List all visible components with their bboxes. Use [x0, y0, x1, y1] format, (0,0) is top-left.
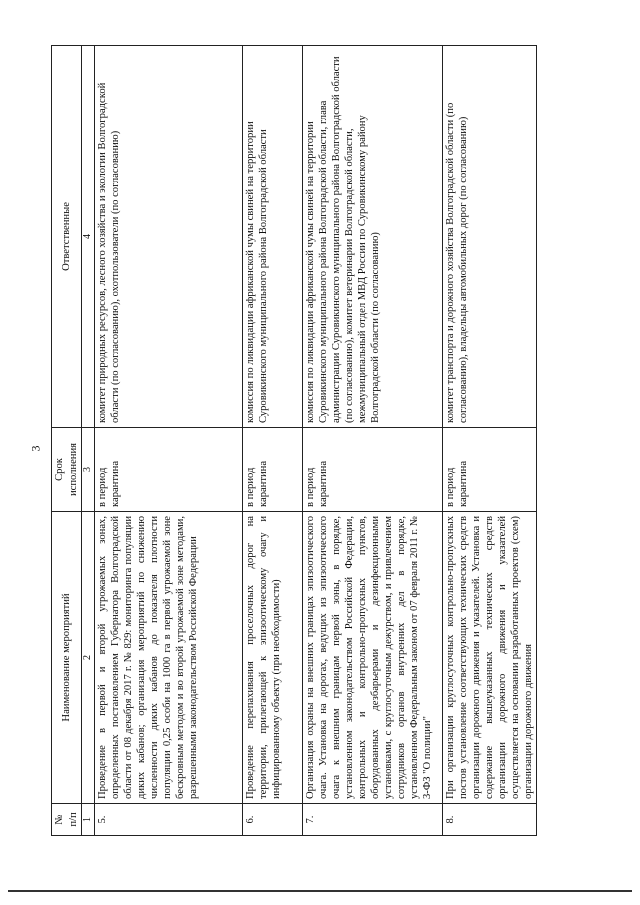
- row-number: 8.: [443, 804, 537, 836]
- header-num: № п/п: [52, 804, 82, 836]
- header-term: Срок исполнения: [52, 428, 82, 512]
- measure-term: в период карантина: [443, 428, 537, 512]
- table-row: [303, 46, 443, 836]
- measure-term: в период карантина: [303, 428, 443, 512]
- table-row: [443, 46, 537, 836]
- index-1: 1: [82, 804, 95, 836]
- row-number: 5.: [95, 804, 243, 836]
- index-2: 2: [82, 512, 95, 804]
- page-number: 3: [28, 445, 43, 452]
- table-header-row: [52, 46, 82, 836]
- measure-term: в период карантина: [243, 428, 303, 512]
- header-name: Наименование мероприятий: [52, 512, 82, 804]
- measure-responsible: комиссия по ликвидации африканской чумы свиней на территории Суровикинского муниципального района Волгоградской области, глава администрации Суровикинского муниципального района Волгоградской области (по согласованию), комитет ветеринарии Волгоградской области, межмуниципальный отдел МВД России по Суровикинскому району Волгоградской области (по согласованию): [303, 46, 443, 428]
- measure-responsible: комитет транспорта и дорожного хозяйства Волгоградской области (по согласованию), владельцы автомобильных дорог (по согласованию): [443, 46, 537, 428]
- measure-name: Проведение в первой и второй угрожаемых зонах, определенных постановлением Губернатора Волгоградской области от 08 декабря 2017 г. № 829: мониторинга популяции диких кабанов; организация мероприятий по снижению численности диких кабанов до показателя плотности популяции 0,25 особи на 1000 га в первой угрожаемой зоне бескровным методом и во второй угрожаемой зоне методами, разрешенными законодательством Российской Федерации: [95, 512, 243, 804]
- measure-responsible: комиссия по ликвидации африканской чумы свиней на территории Суровикинского муниципального района Волгоградской области: [243, 46, 303, 428]
- measure-name: Проведение перепахивания проселочных дорог на территории, прилегающей к эпизоотическому очагу и инфицированному объекту (при необходимости): [243, 512, 303, 804]
- table-row: [95, 46, 243, 836]
- bottom-divider: [8, 890, 632, 892]
- measure-name: Организация охраны на внешних границах эпизоотического очага. Установка на дорогах, ведущих из эпизоотического очага к внешним границам первой зоны, в порядке, установленном законодательством Российской Федерации, контрольных и контрольно-пропускных пунктов, оборудованных дезбарьерами и дезинфекционными установками, с круглосуточным дежурством, и привлечением сотрудников органов внутренних дел в порядке, установленном Федеральным законом от 07 февраля 2011 г. № 3-ФЗ "О полиции": [303, 512, 443, 804]
- row-number: 7.: [303, 804, 443, 836]
- header-responsible: Ответственные: [52, 46, 82, 428]
- row-number: 6.: [243, 804, 303, 836]
- rotated-table-wrapper: [51, 46, 596, 836]
- index-4: 4: [82, 46, 95, 428]
- landscape-table-container: [51, 46, 596, 836]
- measure-term: в период карантина: [95, 428, 243, 512]
- measure-responsible: комитет природных ресурсов, лесного хозяйства и экологии Волгоградской области (по согласованию), охотпользователи (по согласованию): [95, 46, 243, 428]
- index-3: 3: [82, 428, 95, 512]
- measures-table: [51, 45, 537, 836]
- table-row: [243, 46, 303, 836]
- column-index-row: [82, 46, 95, 836]
- measure-name: При организации круглосуточных контрольно-пропускных постов установление соответствующих технических средств организации дорожного движения и указателей. Установка и содержание вышеуказанных технических средств организации дорожного движения и указателей осуществляется на основании разработанных проектов (схем) организации дорожного движения: [443, 512, 537, 804]
